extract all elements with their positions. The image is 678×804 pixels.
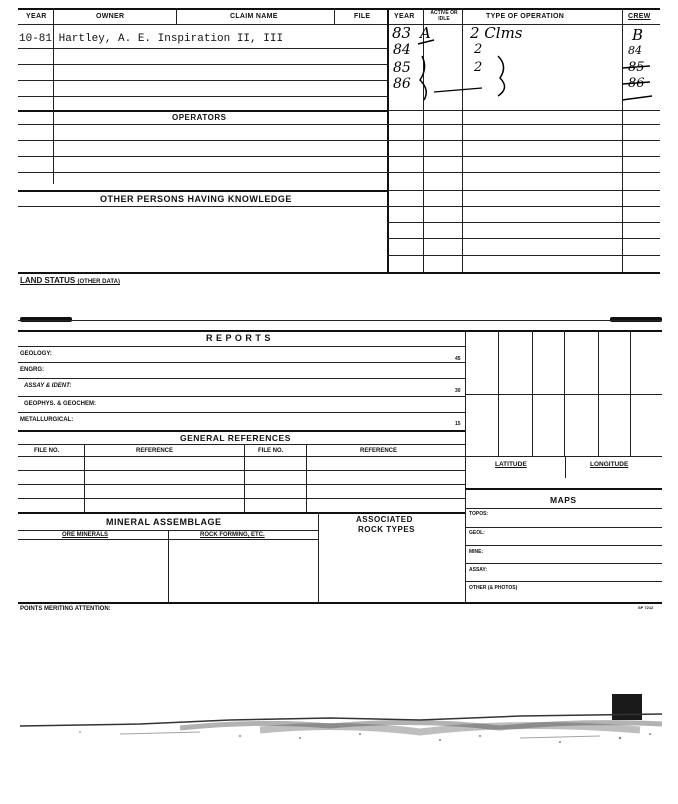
hand-crew-1: B [632,26,644,44]
num-15: 15 [455,421,461,427]
num-30: 30 [455,388,461,394]
col-active-idle: ACTIVE OR IDLE [430,10,458,22]
land-status-sub: (OTHER DATA) [77,279,120,285]
mineral-assemblage-label: MINERAL ASSEMBLAGE [106,517,222,527]
reference-2: REFERENCE [360,448,398,454]
hand-crew-4: 86 [628,76,645,91]
operators-label: OPERATORS [172,113,227,122]
col-file: FILE [354,13,371,20]
scan-smear [0,690,678,750]
metallurgical-label: METALLURGICAL: [20,417,74,423]
reports-label: R E P O R T S [206,333,271,343]
entry-row-1: 10-81 Hartley, A. E. Inspiration II, III [19,33,284,45]
associated-label: ASSOCIATED [356,515,413,524]
hand-op-1: 2 Clms [470,24,523,42]
file-no-2: FILE NO. [258,448,284,454]
other-persons-label: OTHER PERSONS HAVING KNOWLEDGE [100,194,292,204]
hand-year-86: 86 [393,76,411,92]
hand-year-84: 84 [393,42,411,58]
col-year: YEAR [26,13,47,20]
hand-crew-2: 84 [628,44,642,57]
assay-label: ASSAY & IDENT: [24,383,72,389]
geol-label: GEOL: [469,530,485,536]
hand-crew-3: 85 [628,60,645,75]
col-type-operation: TYPE OF OPERATION [486,13,565,20]
assay-map-label: ASSAY: [469,567,488,573]
hand-op-3: 2 [474,60,483,75]
rock-forming-label: ROCK FORMING, ETC. [200,532,265,538]
points-meriting-label: POINTS MERITING ATTENTION: [20,606,111,612]
hand-active: A [420,24,431,42]
rock-types-label: ROCK TYPES [358,525,416,534]
land-status-heading [20,276,120,285]
num-45: 45 [455,356,461,362]
geology-label: GEOLOGY: [20,351,52,357]
form-code: SP 7212 [638,605,654,610]
general-references-label: GENERAL REFERENCES [180,433,291,443]
other-photos-label: OTHER (& PHOTOS) [469,585,518,591]
hand-year-83: 83 [392,24,412,42]
col-owner: OWNER [96,13,125,20]
hand-op-2: 2 [474,42,483,57]
hand-brace-icon [400,30,660,110]
topos-label: TOPOS: [469,511,489,517]
hand-year-85: 85 [393,60,411,76]
maps-label: MAPS [550,495,577,505]
file-no-1: FILE NO. [34,448,60,454]
col-year-2: YEAR [394,13,415,20]
col-claim-name: CLAIM NAME [230,13,278,20]
geophys-label: GEOPHYS. & GEOCHEM: [24,401,97,407]
col-crew: CREW [628,13,651,20]
land-status-label: LAND STATUS [20,276,76,285]
engrg-label: ENGRG: [20,367,44,373]
ore-minerals-label: ORE MINERALS [62,532,109,538]
longitude-label: LONGITUDE [590,461,629,468]
reference-1: REFERENCE [136,448,174,454]
latitude-label: LATITUDE [495,461,527,468]
mine-label: MINE: [469,549,484,555]
